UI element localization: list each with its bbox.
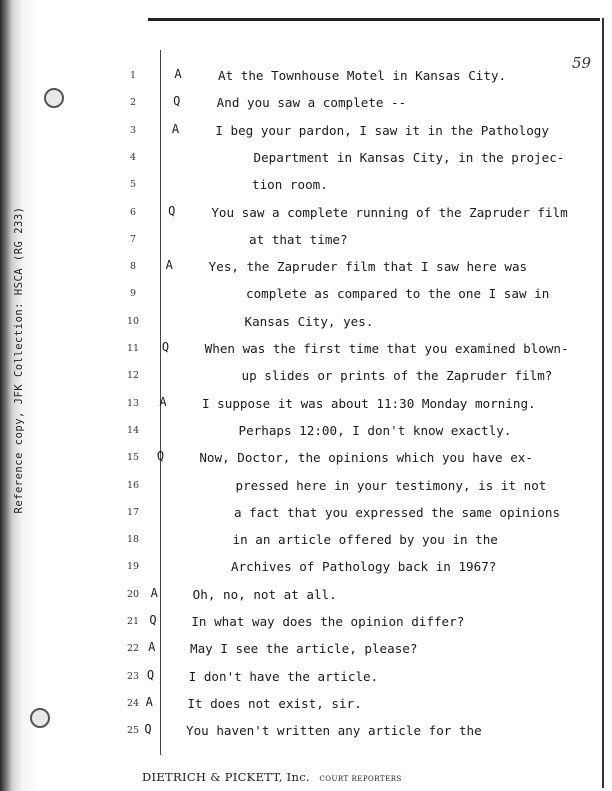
transcript-line xyxy=(0,476,612,502)
footer-services: COURT REPORTERS xyxy=(319,775,402,783)
line-number: 17 xyxy=(126,506,140,518)
line-text: pressed here in your testimony, is it not xyxy=(235,477,547,493)
line-text: Kansas City, yes. xyxy=(244,313,374,329)
transcript-line xyxy=(0,721,612,747)
speaker-label: A xyxy=(165,258,173,273)
page-number: 59 xyxy=(572,54,592,72)
line-text: Now, Doctor, the opinions which you have ex- xyxy=(199,450,533,466)
line-number: 7 xyxy=(129,233,137,245)
line-number: 8 xyxy=(129,261,137,273)
transcript-line xyxy=(0,503,612,529)
speaker-label: Q xyxy=(161,340,170,354)
line-number: 12 xyxy=(126,370,140,382)
line-number: 11 xyxy=(126,343,140,354)
line-text: And you saw a complete -- xyxy=(216,95,407,111)
speaker-label: A xyxy=(148,640,156,655)
transcript-line xyxy=(0,366,612,392)
line-text: complete as compared to the one I saw in xyxy=(246,286,550,302)
line-text: Perhaps 12:00, I don't know exactly. xyxy=(238,422,512,438)
transcript-line xyxy=(0,148,612,174)
line-number: 3 xyxy=(129,124,137,136)
transcript-line xyxy=(0,557,612,583)
speaker-label: Q xyxy=(146,667,155,682)
line-text: You haven't written any article for the xyxy=(186,723,482,739)
line-text: Yes, the Zapruder film that I saw here was xyxy=(208,259,528,275)
transcript-line xyxy=(0,257,612,283)
line-number: 4 xyxy=(129,151,137,163)
transcript-line xyxy=(0,448,612,474)
speaker-label: A xyxy=(150,585,158,600)
transcript-line xyxy=(0,230,612,256)
line-text: I suppose it was about 11:30 Monday morning. xyxy=(202,395,536,411)
transcript-line xyxy=(0,339,612,365)
transcript-line xyxy=(0,530,612,556)
line-number: 20 xyxy=(126,588,140,600)
line-text: It does not exist, sir. xyxy=(187,695,362,711)
speaker-label: A xyxy=(159,394,167,409)
line-text: I don't have the article. xyxy=(188,668,379,684)
footer-firm: DIETRICH & PICKETT, Inc. xyxy=(142,770,310,784)
line-text: tion room. xyxy=(252,177,328,193)
line-text: In what way does the opinion differ? xyxy=(191,614,465,629)
line-text: May I see the article, please? xyxy=(190,641,418,657)
speaker-label: A xyxy=(171,121,180,136)
transcript-line xyxy=(0,394,612,420)
line-text: You saw a complete running of the Zapruder film xyxy=(211,204,568,220)
footer xyxy=(142,770,402,784)
line-number: 21 xyxy=(126,616,140,627)
line-text: up slides or prints of the Zapruder film? xyxy=(241,368,553,384)
line-text: at that time? xyxy=(249,231,348,247)
line-number: 14 xyxy=(126,424,140,436)
line-number: 23 xyxy=(126,670,140,682)
line-text: Oh, no, not at all. xyxy=(192,586,337,602)
transcript-line xyxy=(0,93,612,119)
line-number: 10 xyxy=(126,315,140,327)
line-number: 9 xyxy=(129,288,137,300)
transcript-line xyxy=(0,66,612,92)
speaker-label: Q xyxy=(168,203,176,218)
transcript-line xyxy=(0,612,612,638)
line-number: 16 xyxy=(126,479,140,491)
line-text: I beg your pardon, I saw it in the Pathology xyxy=(215,122,549,138)
line-text: a fact that you expressed the same opinions xyxy=(234,504,561,520)
line-number: 22 xyxy=(126,643,140,655)
line-number: 13 xyxy=(126,397,140,409)
transcript-line xyxy=(0,284,612,310)
transcript-line xyxy=(0,667,612,693)
line-text: At the Townhouse Motel in Kansas City. xyxy=(218,68,507,83)
speaker-label: Q xyxy=(173,94,181,109)
side-reference-text: Reference copy, JFK Collection: HSCA (RG 233) xyxy=(13,206,25,514)
top-rule xyxy=(148,18,600,21)
transcript-line xyxy=(0,312,612,338)
line-number: 25 xyxy=(126,725,140,737)
transcript-line xyxy=(0,639,612,665)
line-number: 2 xyxy=(129,97,137,109)
speaker-label: Q xyxy=(156,449,165,464)
line-text: Archives of Pathology back in 1967? xyxy=(231,559,497,575)
transcript-line xyxy=(0,694,612,720)
speaker-label: A xyxy=(174,67,182,81)
transcript-line xyxy=(0,203,612,229)
transcript-line xyxy=(0,421,612,447)
speaker-label: A xyxy=(145,694,153,709)
line-number: 19 xyxy=(126,561,140,573)
line-number: 15 xyxy=(126,452,140,464)
line-number: 24 xyxy=(126,697,140,709)
speaker-label: Q xyxy=(149,613,157,627)
transcript-line xyxy=(0,585,612,611)
line-number: 18 xyxy=(126,534,140,546)
line-text: When was the first time that you examined blown- xyxy=(204,341,569,356)
speaker-label: Q xyxy=(144,722,152,737)
line-number: 1 xyxy=(129,70,137,81)
transcript-line xyxy=(0,175,612,201)
line-number: 6 xyxy=(129,206,137,218)
transcript-line xyxy=(0,121,612,147)
line-text: in an article offered by you in the xyxy=(232,532,498,548)
line-text: Department in Kansas City, in the projec- xyxy=(253,149,565,165)
line-number: 5 xyxy=(129,179,137,191)
